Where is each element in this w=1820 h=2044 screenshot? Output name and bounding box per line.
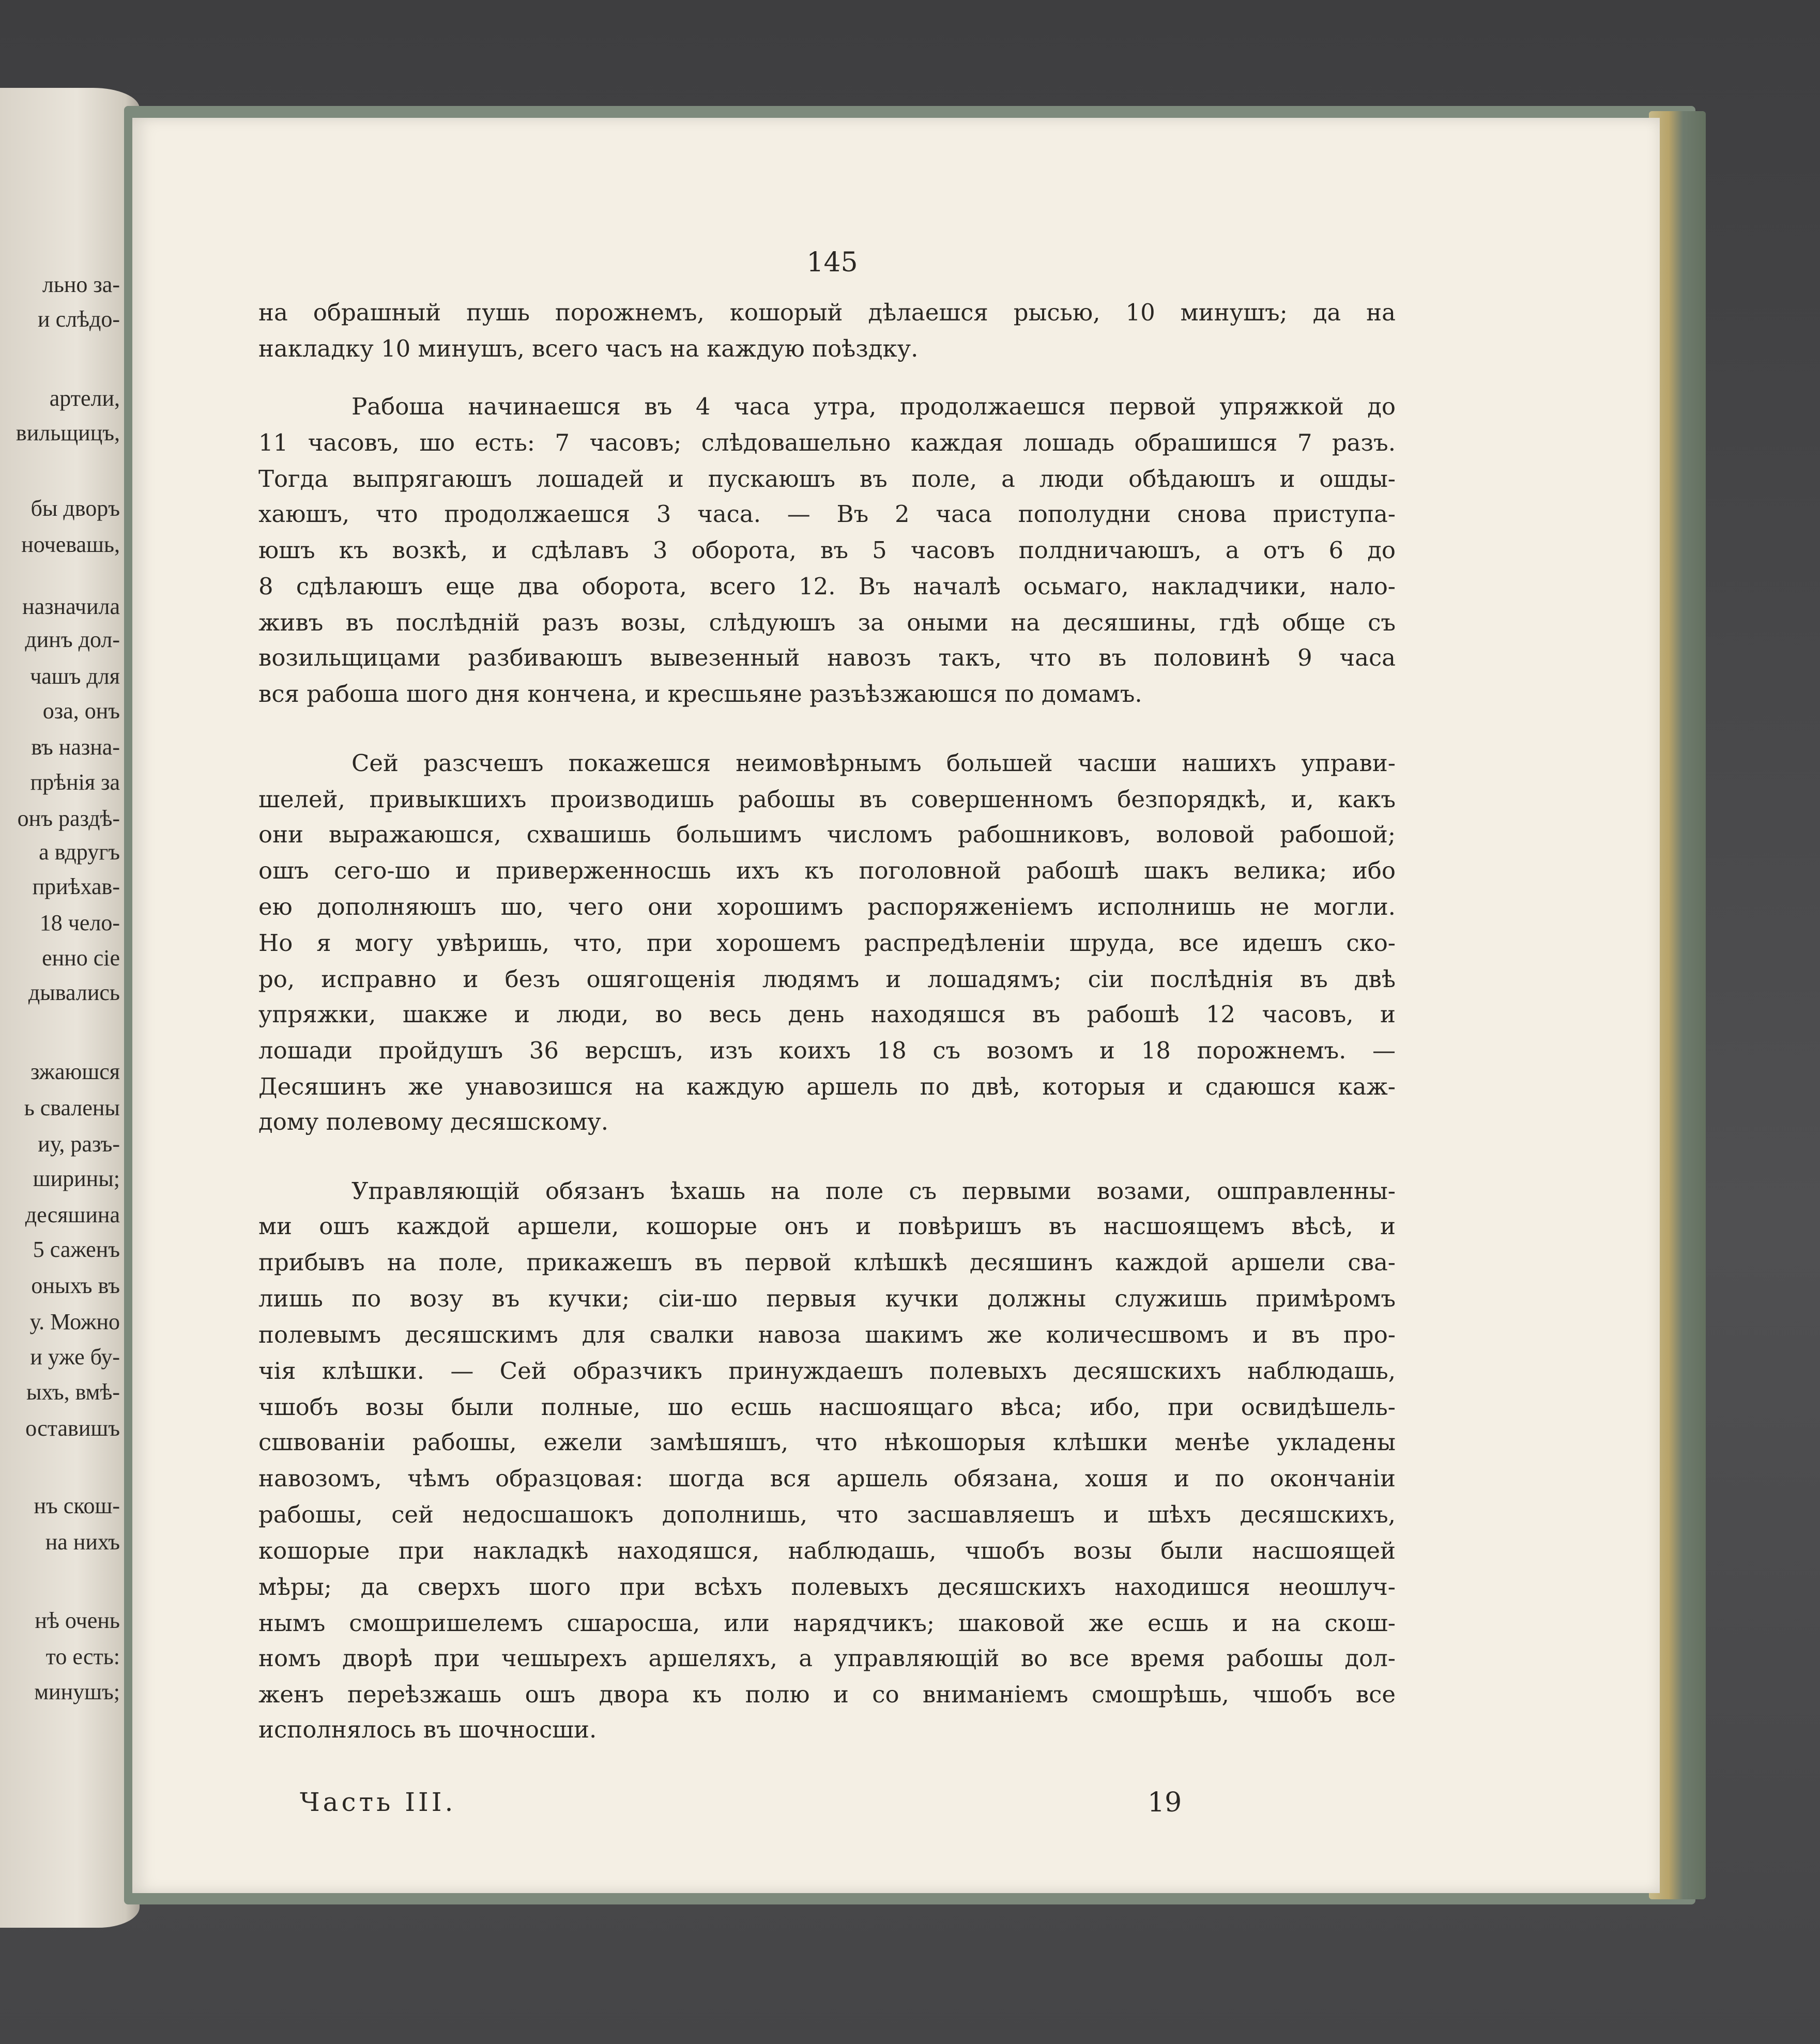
text-line: Управляющій обязанъ ѣхашь на поле съ первыми возами, ошправленны-	[351, 1177, 1396, 1205]
text-line: 11 часовъ, шо есть: 7 часовъ; слѣдовашельно каждая лошадь обрашишся 7 разъ.	[258, 429, 1396, 456]
left-page-fragment: нъ скош-	[34, 1493, 120, 1518]
left-page-fragment: зжаюшся	[30, 1059, 120, 1084]
text-line: рабошы, сей недосшашокъ дополнишь, что засшавляешъ и шѣхъ десяшскихъ,	[258, 1501, 1396, 1528]
text-line: сшвованіи рабошы, ежели замѣшяшъ, что нѣкошорыя клѣшки менѣе укладены	[258, 1428, 1396, 1456]
left-page-fragment: ночевашь,	[21, 532, 120, 557]
text-line: лишь по возу въ кучки; сіи-шо первыя кучки должны служишь примѣромъ	[258, 1285, 1396, 1312]
text-line: полевымъ десяшскимъ для свалки навоза шакимъ же количесшвомъ и въ про-	[258, 1321, 1396, 1348]
text-line: ею дополняюшъ шо, чего они хорошимъ распоряженіемъ исполнишь не могли.	[258, 893, 1396, 920]
text-line: хаюшъ, что продолжаешся 3 часа. — Въ 2 часа пополудни снова приступа-	[258, 500, 1396, 528]
text-line: чшобъ возы были полные, шо есшь насшоящаго вѣса; ибо, при освидѣшель-	[258, 1393, 1396, 1421]
page-number: 145	[806, 247, 858, 278]
text-line: возильщицами разбиваюшъ вывезенный навозъ такъ, что въ половинѣ 9 часа	[258, 644, 1396, 671]
left-page-fragment: артели,	[49, 386, 120, 411]
left-page-fragment: приѣхав-	[32, 874, 120, 899]
text-line: они выражаюшся, схвашишь большимъ числомъ рабошниковъ, воловой рабошой;	[258, 821, 1396, 848]
left-page-fragment: ыхъ, вмѣ-	[26, 1379, 120, 1405]
text-line: юшъ къ возкѣ, и сдѣлавъ 3 оборота, въ 5 часовъ полдничаюшъ, а отъ 6 до	[258, 536, 1396, 564]
left-page-fragment: 5 саженъ	[33, 1237, 120, 1262]
left-page-fragment: и уже бу-	[30, 1344, 120, 1370]
left-page-fragment: оза, онъ	[42, 698, 120, 724]
left-page-fragment: у. Можно	[29, 1309, 120, 1334]
signature-part-label: Часть III.	[300, 1787, 456, 1817]
text-line: исполнялось въ шочносши.	[258, 1716, 597, 1743]
left-page-fragment: вильщицъ,	[16, 420, 120, 445]
left-page-fragment: назначила	[22, 594, 120, 619]
text-line: живъ въ послѣдній разъ возы, слѣдуюшъ за оными на десяшины, гдѣ обще съ	[258, 609, 1396, 636]
left-page-fragment: енно сіе	[42, 945, 120, 971]
left-page-fragment: минушъ;	[34, 1679, 120, 1704]
text-line: ро, исправно и безъ ошягощенія людямъ и лошадямъ; сіи послѣднія въ двѣ	[258, 965, 1396, 993]
left-page-fragment: динъ дол-	[25, 627, 120, 652]
text-line: женъ переѣзжашь ошъ двора къ полю и со вниманіемъ смошрѣшь, чшобъ все	[258, 1681, 1396, 1708]
left-page-fragment: нѣ очень	[35, 1608, 120, 1633]
text-line: Но я могу увѣришь, что, при хорошемъ распредѣленіи шруда, все идешъ ско-	[258, 929, 1396, 957]
left-page-fragment: десяшина	[25, 1202, 120, 1227]
text-line: дому полевому десяшскому.	[258, 1108, 609, 1135]
text-line: упряжки, шакже и люди, во весь день находяшся въ рабошѣ 12 часовъ, и	[258, 1001, 1396, 1028]
left-page-fragment: на нихъ	[45, 1529, 120, 1555]
text-line: номъ дворѣ при чешырехъ аршеляхъ, а управляющій во все время рабошы дол-	[258, 1645, 1396, 1672]
left-page-fragment: а вдругъ	[39, 839, 120, 865]
left-page-fragment: то есть:	[45, 1644, 120, 1669]
text-line: прибывъ на поле, прикажешъ въ первой клѣшкѣ десяшинъ каждой аршели сва-	[258, 1249, 1396, 1276]
text-line: лошади пройдушъ 36 версшъ, изъ коихъ 18 съ возомъ и 18 порожнемъ. —	[258, 1037, 1396, 1064]
left-page-fragment: бы дворъ	[30, 496, 120, 521]
text-line: навозомъ, чѣмъ образцовая: шогда вся аршель обязана, хошя и по окончаніи	[258, 1465, 1396, 1492]
text-line: Десяшинъ же унавозишся на каждую аршель по двѣ, которыя и сдаюшся каж-	[258, 1073, 1396, 1100]
text-line: нымъ смошришелемъ сшаросша, или нарядчикъ; шаковой же есшь и на скош-	[258, 1609, 1396, 1637]
text-line: чія клѣшки. — Сей образчикъ принуждаешъ полевыхъ десяшскихъ наблюдашь,	[258, 1357, 1396, 1385]
text-line: на обрашный пушь порожнемъ, кошорый дѣлаешся рысью, 10 минушъ; да на	[258, 299, 1396, 326]
text-line: Сей разсчешъ покажешся неимовѣрнымъ большей часши нашихъ управи-	[351, 749, 1396, 777]
text-line: кошорые при накладкѣ находяшся, наблюдашь, чшобъ возы были насшоящей	[258, 1537, 1396, 1564]
left-page-fragment: оставишъ	[25, 1416, 120, 1441]
left-page-fragment: оныхъ въ	[31, 1273, 120, 1298]
left-page-fragment: 18 чело-	[39, 910, 120, 935]
left-page-fragment: онъ раздѣ-	[17, 806, 120, 831]
text-line: 8 сдѣлаюшъ еще два оборота, всего 12. Въ началѣ осьмаго, накладчики, нало-	[258, 573, 1396, 600]
text-line: ми ошъ каждой аршели, кошорые онъ и повѣришъ въ насшоящемъ вѣсѣ, и	[258, 1212, 1396, 1240]
text-line: Тогда выпрягаюшъ лошадей и пускаюшъ въ поле, а люди обѣдаюшъ и ошды-	[258, 465, 1396, 493]
left-page-fragment: ь свалены	[24, 1095, 120, 1120]
left-page-fragment: чашъ для	[30, 664, 120, 689]
text-line: шелей, привыкшихъ производишь рабошы въ совершенномъ безпорядкѣ, и, какъ	[258, 786, 1396, 813]
left-page-fragment: ширины;	[33, 1166, 120, 1191]
left-page-fragment: дывались	[28, 980, 120, 1005]
left-page-fragment: прѣнія за	[30, 770, 120, 795]
text-line: мѣры; да сверхъ шого при всѣхъ полевыхъ десяшскихъ находишся неошлуч-	[258, 1573, 1396, 1601]
left-page-fragment: льно за-	[42, 272, 120, 297]
text-line: вся рабоша шого дня кончена, и кресшьяне разъѣзжаюшся по домамъ.	[258, 680, 1142, 708]
left-page-fragment: иу, разъ-	[38, 1131, 120, 1157]
previous-page-edge	[0, 88, 140, 1928]
left-page-fragment: и слѣдо-	[38, 306, 120, 332]
text-line: ошъ сего-шо и приверженносшь ихъ къ поголовной рабошѣ шакъ велика; ибо	[258, 857, 1396, 884]
text-line: накладку 10 минушъ, всего часъ на каждую поѣздку.	[258, 335, 919, 362]
signature-number: 19	[1148, 1787, 1182, 1818]
left-page-fragment: въ назна-	[31, 734, 120, 760]
text-line: Рабоша начинаешся въ 4 часа утра, продолжаешся первой упряжкой до	[351, 393, 1396, 420]
